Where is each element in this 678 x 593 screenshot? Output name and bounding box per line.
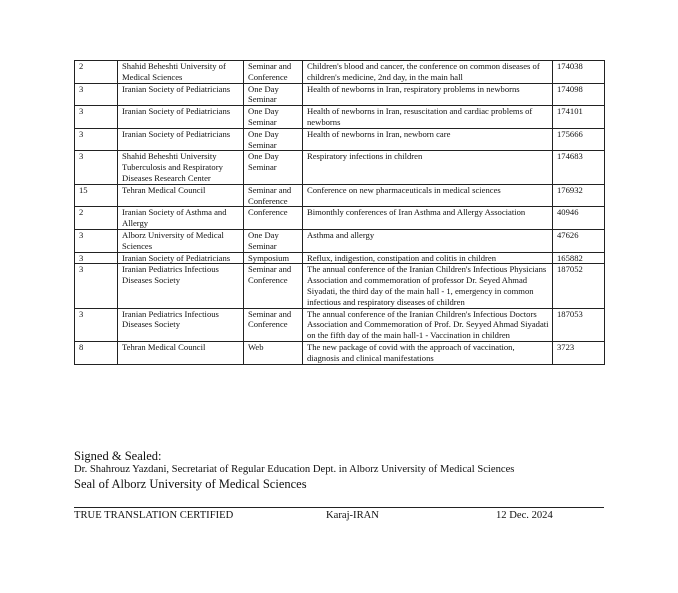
event-code-cell: 176932	[553, 184, 605, 207]
credit-hours-cell: 2	[75, 207, 118, 230]
event-type-cell: Conference	[244, 207, 303, 230]
event-code-cell: 47626	[553, 229, 605, 252]
signer-line: Dr. Shahrouz Yazdani, Secretariat of Regular Education Dept. in Alborz University of Medical Sciences	[74, 464, 515, 475]
organizer-cell: Alborz University of Medical Sciences	[118, 229, 244, 252]
table-row	[75, 83, 605, 106]
credit-hours-cell: 3	[75, 252, 118, 264]
certification-text: TRUE TRANSLATION CERTIFIED	[74, 510, 234, 521]
credit-hours-cell: 3	[75, 229, 118, 252]
event-title-cell: Children's blood and cancer, the conference on common diseases of children's medicine, 2nd day, in the main hall	[303, 61, 553, 84]
organizer-cell: Tehran Medical Council	[118, 341, 244, 364]
event-code-cell: 165882	[553, 252, 605, 264]
seal-line: Seal of Alborz University of Medical Sciences	[74, 477, 307, 491]
organizer-cell: Shahid Beheshti University Tuberculosis and Respiratory Diseases Research Center	[118, 151, 244, 184]
event-code-cell: 187053	[553, 308, 605, 341]
event-type-cell: One Day Seminar	[244, 128, 303, 151]
organizer-cell: Iranian Society of Pediatricians	[118, 83, 244, 106]
table-row	[75, 207, 605, 230]
table-row	[75, 308, 605, 341]
date-text: 12 Dec. 2024	[496, 510, 553, 521]
event-type-cell: Web	[244, 341, 303, 364]
organizer-cell: Iranian Society of Pediatricians	[118, 128, 244, 151]
table-row	[75, 264, 605, 308]
event-code-cell: 174098	[553, 83, 605, 106]
event-title-cell: The annual conference of the Iranian Children's Infectious Doctors Association and Commemoration of Prof. Dr. Seyyed Ahmad Siyadati on the fifth day of the main hall-1 - Vaccination in children	[303, 308, 553, 341]
event-title-cell: Bimonthly conferences of Iran Asthma and Allergy Association	[303, 207, 553, 230]
event-type-cell: One Day Seminar	[244, 83, 303, 106]
event-title-cell: Health of newborns in Iran, resuscitation and cardiac problems of newborns	[303, 106, 553, 129]
credit-hours-cell: 2	[75, 61, 118, 84]
table-row	[75, 61, 605, 84]
organizer-cell: Tehran Medical Council	[118, 184, 244, 207]
event-code-cell: 174038	[553, 61, 605, 84]
event-title-cell: Health of newborns in Iran, newborn care	[303, 128, 553, 151]
event-type-cell: One Day Seminar	[244, 106, 303, 129]
organizer-cell: Iranian Society of Asthma and Allergy	[118, 207, 244, 230]
event-title-cell: The annual conference of the Iranian Children's Infectious Physicians Association and commemoration of professor Dr. Seyed Ahmad Siyadati, the third day of the main hall - 1, emergency in common infectious and respiratory diseases of children	[303, 264, 553, 308]
credit-hours-cell: 8	[75, 341, 118, 364]
signed-sealed-heading: Signed & Sealed:	[74, 449, 162, 463]
organizer-cell: Iranian Pediatrics Infectious Diseases Society	[118, 264, 244, 308]
organizer-cell: Shahid Beheshti University of Medical Sciences	[118, 61, 244, 84]
credit-hours-cell: 3	[75, 83, 118, 106]
table-row	[75, 151, 605, 184]
organizer-cell: Iranian Society of Pediatricians	[118, 252, 244, 264]
event-code-cell: 3723	[553, 341, 605, 364]
table-body	[75, 61, 605, 365]
event-type-cell: One Day Seminar	[244, 151, 303, 184]
event-code-cell: 187052	[553, 264, 605, 308]
training-records-table	[74, 60, 605, 365]
event-type-cell: One Day Seminar	[244, 229, 303, 252]
credit-hours-cell: 3	[75, 308, 118, 341]
event-type-cell: Symposium	[244, 252, 303, 264]
event-type-cell: Seminar and Conference	[244, 308, 303, 341]
table-row	[75, 184, 605, 207]
credit-hours-cell: 3	[75, 151, 118, 184]
event-code-cell: 40946	[553, 207, 605, 230]
event-type-cell: Seminar and Conference	[244, 61, 303, 84]
event-type-cell: Seminar and Conference	[244, 184, 303, 207]
credit-hours-cell: 3	[75, 264, 118, 308]
event-title-cell: Health of newborns in Iran, respiratory problems in newborns	[303, 83, 553, 106]
event-code-cell: 174683	[553, 151, 605, 184]
table-row	[75, 106, 605, 129]
organizer-cell: Iranian Pediatrics Infectious Diseases Society	[118, 308, 244, 341]
event-title-cell: Conference on new pharmaceuticals in medical sciences	[303, 184, 553, 207]
event-title-cell: Reflux, indigestion, constipation and colitis in children	[303, 252, 553, 264]
table-row	[75, 252, 605, 264]
organizer-cell: Iranian Society of Pediatricians	[118, 106, 244, 129]
event-title-cell: The new package of covid with the approach of vaccination, diagnosis and clinical manifestations	[303, 341, 553, 364]
credit-hours-cell: 3	[75, 106, 118, 129]
event-code-cell: 175666	[553, 128, 605, 151]
table-row	[75, 229, 605, 252]
credit-hours-cell: 15	[75, 184, 118, 207]
table-row	[75, 128, 605, 151]
footer-divider	[74, 507, 604, 508]
table-row	[75, 341, 605, 364]
event-type-cell: Seminar and Conference	[244, 264, 303, 308]
event-code-cell: 174101	[553, 106, 605, 129]
place-text: Karaj-IRAN	[326, 510, 379, 521]
event-title-cell: Asthma and allergy	[303, 229, 553, 252]
credit-hours-cell: 3	[75, 128, 118, 151]
event-title-cell: Respiratory infections in children	[303, 151, 553, 184]
